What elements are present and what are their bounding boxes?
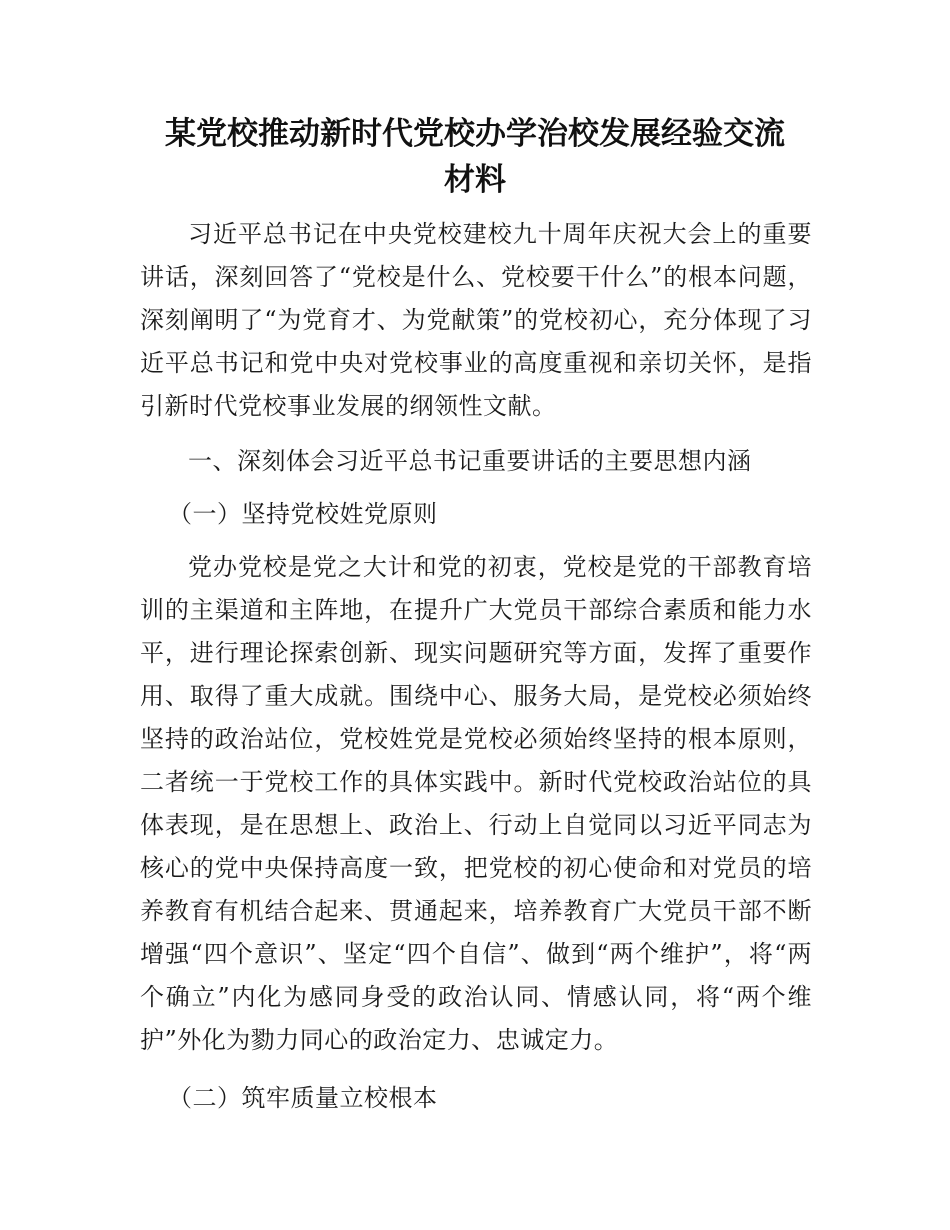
subsection2-heading: （二）筑牢质量立校根本 bbox=[168, 1084, 438, 1112]
document-title-line2: 材料 bbox=[444, 162, 506, 198]
subsection1-heading: （一）坚持党校姓党原则 bbox=[168, 500, 438, 528]
document-title-line1: 某党校推动新时代党校办学治校发展经验交流 bbox=[165, 116, 785, 152]
subsection1-paragraph: 党办党校是党之大计和党的初衷，党校是党的干部教育培训的主渠道和主阵地，在提升广大党员干部综合素质和能力水平，进行理论探索创新、现实问题研究等方面，发挥了重要作用、取得了重大成就。围绕中心、服务大局，是党校必须始终坚持的政治站位，党校姓党是党校必须始终坚持的根本原则，二者统一于党校工作的具体实践中。新时代党校政治站位的具体表现，是在思想上、政治上、行动上自觉同以习近平同志为核心的党中央保持高度一致，把党校的初心使命和对党员的培养教育有机结合起来、贯通起来，培养教育广大党员干部不断增强“四个意识”、坚定“四个自信”、做到“两个维护”，将“两个确立”内化为感同身受的政治认同、情感认同，将“两个维护”外化为勠力同心的政治定力、忠诚定力。 bbox=[140, 553, 812, 1054]
section1-heading: 一、深刻体会习近平总书记重要讲话的主要思想内涵 bbox=[188, 447, 752, 475]
intro-paragraph: 习近平总书记在中央党校建校九十周年庆祝大会上的重要讲话，深刻回答了“党校是什么、党校要干什么”的根本问题，深刻阐明了“为党育才、为党献策”的党校初心，充分体现了习近平总书记和党中央对党校事业的高度重视和亲切关怀，是指引新时代党校事业发展的纲领性文献。 bbox=[140, 220, 812, 420]
